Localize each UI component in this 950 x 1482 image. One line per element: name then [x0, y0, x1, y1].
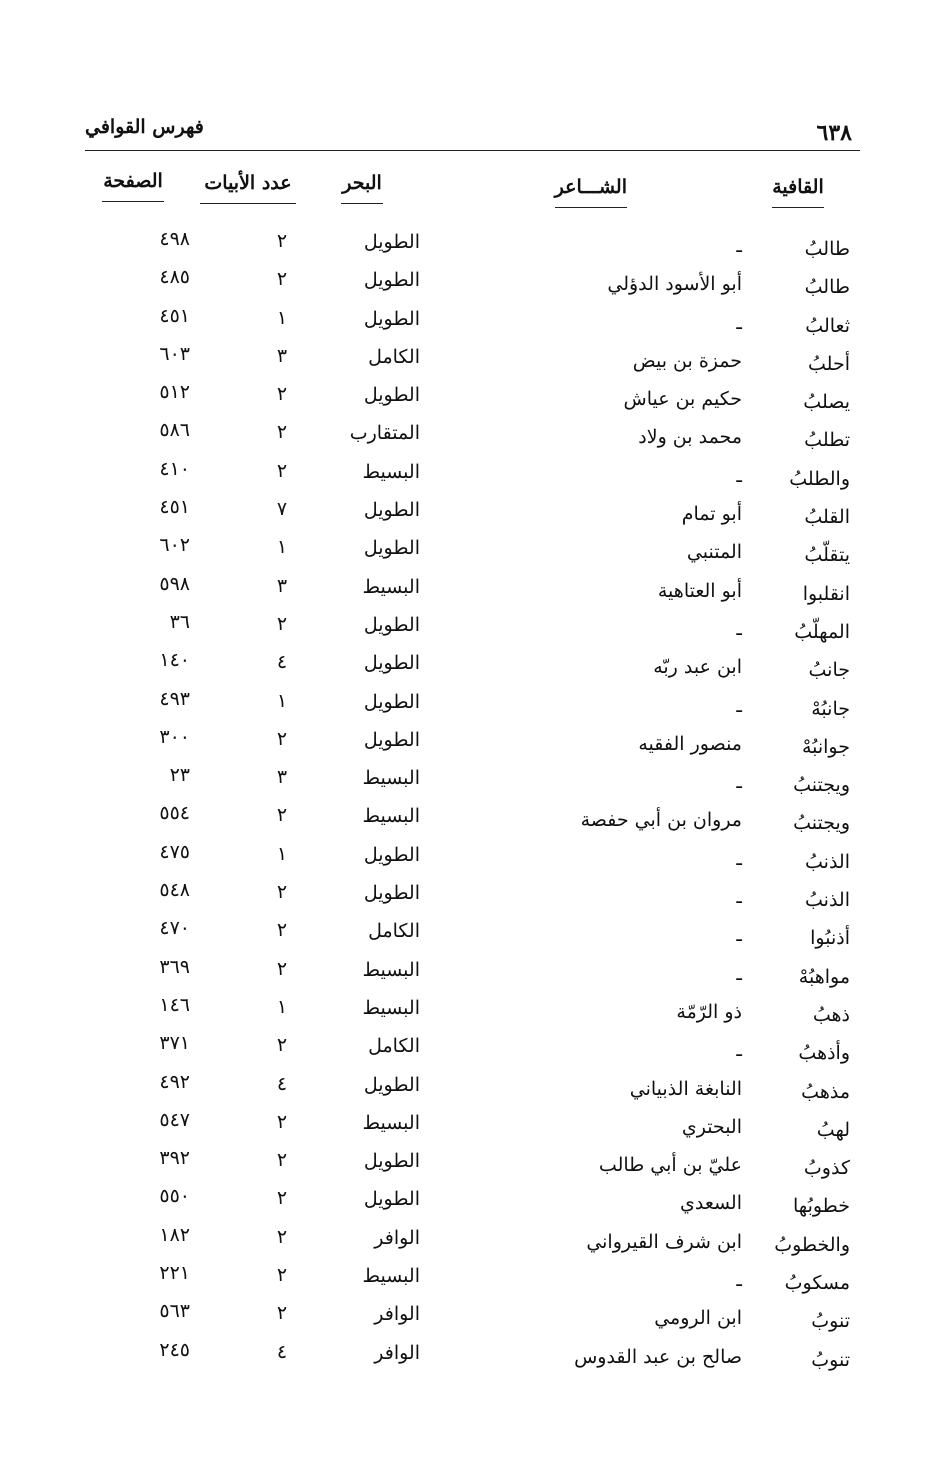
page-cell: ٤٩٣ — [159, 687, 190, 710]
page-cell: ٦٠٢ — [159, 534, 190, 557]
index-table — [0, 228, 950, 1377]
page-cell: ٦٠٣ — [159, 342, 190, 365]
table-row — [0, 956, 950, 994]
meter-cell: البسيط — [362, 805, 420, 828]
qafia-cell: مسكوبُ — [784, 1272, 850, 1295]
qafia-cell: خطوبُها — [793, 1195, 850, 1218]
qafia-cell: جوانبُهْ — [801, 735, 850, 758]
meter-cell: الطويل — [363, 690, 420, 713]
meter-cell: الكامل — [368, 345, 420, 368]
verse-count-cell: ٣ — [276, 344, 288, 367]
meter-cell: الطويل — [363, 1150, 420, 1173]
poet-cell: أبو الأسود الدؤلي — [607, 273, 742, 296]
verse-count-cell: ٢ — [276, 421, 288, 444]
table-row — [0, 879, 950, 917]
qafia-cell: لهبُ — [816, 1118, 850, 1141]
table-row — [0, 994, 950, 1032]
qafia-cell: أحلبُ — [808, 352, 850, 375]
meter-cell: الوافر — [374, 1226, 420, 1249]
poet-cell: ـ — [736, 886, 742, 909]
poet-cell: حكيم بن عياش — [623, 388, 742, 411]
qafia-cell: طالبُ — [804, 238, 850, 260]
verse-count-cell: ٢ — [276, 881, 288, 904]
table-row — [0, 726, 950, 764]
poet-cell: النابغة الذبياني — [629, 1077, 742, 1100]
meter-cell: الطويل — [363, 231, 420, 253]
page-cell: ٤٨٥ — [159, 266, 190, 289]
page-cell: ١٨٢ — [159, 1223, 190, 1246]
meter-cell: البسيط — [362, 1111, 420, 1134]
verse-count-cell: ٢ — [276, 1110, 288, 1133]
poet-cell: أبو تمام — [681, 503, 742, 526]
meter-cell: الطويل — [363, 384, 420, 407]
poet-cell: البحتري — [681, 1115, 742, 1138]
verse-count-cell: ٢ — [276, 727, 288, 750]
verse-count-cell: ٢ — [276, 1264, 288, 1287]
poet-cell: ابن الرومي — [654, 1307, 742, 1330]
verse-count-cell: ٣ — [276, 574, 288, 597]
meter-cell: الطويل — [363, 613, 420, 636]
verse-count-cell: ٧ — [276, 498, 288, 521]
table-row — [0, 802, 950, 840]
poet-cell: محمد بن ولاد — [638, 426, 742, 449]
verse-count-cell: ٢ — [276, 1302, 288, 1325]
poet-cell: ـ — [736, 311, 742, 334]
page-number: ٦٣٨ — [816, 120, 852, 146]
verse-count-cell: ٤ — [276, 651, 288, 674]
meter-cell: الطويل — [363, 1188, 420, 1211]
table-row — [0, 1300, 950, 1338]
column-headers — [0, 168, 950, 216]
table-row — [0, 1071, 950, 1109]
qafia-cell: ذهبُ — [812, 1003, 850, 1026]
page-cell: ٤٥١ — [159, 496, 190, 519]
meter-cell: المتقارب — [349, 422, 420, 445]
verse-count-cell: ١ — [276, 536, 288, 559]
page-cell: ٥٨٦ — [159, 419, 190, 442]
page-cell: ٥٦٣ — [159, 1300, 190, 1323]
table-row — [0, 343, 950, 381]
table-row — [0, 419, 950, 457]
page-cell: ٢٤٥ — [159, 1338, 190, 1361]
poet-cell: حمزة بن بيض — [632, 349, 742, 372]
qafia-cell: تنوبُ — [811, 1310, 850, 1333]
page-cell: ٢٣ — [169, 764, 190, 787]
page-cell: ٤٧٥ — [159, 840, 190, 863]
qafia-cell: وأذهبُ — [798, 1042, 850, 1065]
meter-cell: الطويل — [363, 537, 420, 560]
qafia-cell: تنوبُ — [811, 1348, 850, 1371]
poet-cell: ـ — [736, 694, 742, 717]
qafia-cell: ويجتنبُ — [793, 774, 850, 797]
verse-count-cell: ٣ — [276, 766, 288, 789]
column-header-page: الصفحة — [103, 170, 163, 192]
column-header-meter: البحر — [342, 172, 382, 194]
page-cell: ٤٥١ — [159, 304, 190, 327]
poet-cell: ابن عبد ربّه — [653, 656, 742, 679]
page-cell: ٥٥٤ — [159, 802, 190, 825]
page-cell: ٢٢١ — [159, 1262, 190, 1285]
page-cell: ٣٧١ — [159, 1032, 190, 1055]
verse-count-cell: ١ — [276, 306, 288, 329]
page-cell: ١٤٦ — [159, 993, 190, 1016]
verse-count-cell: ٢ — [276, 268, 288, 291]
table-row — [0, 611, 950, 649]
poet-cell: ذو الرّمّة — [676, 1000, 742, 1023]
page-cell: ٥١٢ — [159, 381, 190, 404]
poet-cell: ابن شرف القيرواني — [586, 1230, 742, 1253]
page-cell: ٣٩٢ — [159, 1147, 190, 1170]
table-row — [0, 1032, 950, 1070]
verse-count-cell: ٢ — [276, 383, 288, 406]
meter-cell: الطويل — [363, 652, 420, 675]
verse-count-cell: ١ — [276, 995, 288, 1018]
qafia-cell: المهلّبُ — [794, 620, 850, 643]
meter-cell: الطويل — [363, 1073, 420, 1096]
qafia-cell: ويجتنبُ — [793, 812, 850, 835]
page-cell: ٤٩٨ — [159, 228, 190, 250]
poet-cell: عليّ بن أبي طالب — [598, 1154, 742, 1177]
poet-cell: ـ — [736, 464, 742, 487]
table-row — [0, 917, 950, 955]
poet-cell: منصور الفقيه — [638, 732, 742, 755]
meter-cell: البسيط — [362, 958, 420, 981]
poet-cell: المتنبي — [686, 541, 742, 564]
table-row — [0, 841, 950, 879]
table-row — [0, 573, 950, 611]
poet-cell: ـ — [736, 962, 742, 985]
qafia-cell: كذوبُ — [803, 1157, 850, 1180]
page-cell: ٥٤٨ — [159, 879, 190, 902]
table-row — [0, 266, 950, 304]
poet-cell: ـ — [736, 847, 742, 870]
poet-cell: ـ — [736, 235, 742, 257]
page-title: فهرس القوافي — [85, 116, 204, 138]
poet-cell: ـ — [736, 924, 742, 947]
table-row — [0, 305, 950, 343]
meter-cell: الطويل — [363, 843, 420, 866]
qafia-cell: جانبُ — [808, 659, 850, 682]
poet-cell: ـ — [736, 617, 742, 640]
table-row — [0, 1262, 950, 1300]
qafia-cell: الذنبُ — [805, 850, 850, 873]
verse-count-cell: ٤ — [276, 1072, 288, 1095]
qafia-cell: مواهبُهْ — [798, 965, 850, 988]
table-row — [0, 688, 950, 726]
meter-cell: البسيط — [362, 767, 420, 790]
table-row — [0, 496, 950, 534]
meter-cell: البسيط — [362, 996, 420, 1019]
table-row — [0, 458, 950, 496]
column-header-poet: الشـــاعر — [554, 176, 627, 198]
meter-cell: الطويل — [363, 269, 420, 292]
poet-cell: صالح بن عبد القدوس — [574, 1345, 742, 1368]
poet-cell: مروان بن أبي حفصة — [580, 809, 742, 832]
page-cell: ٥٥٠ — [159, 1185, 190, 1208]
verse-count-cell: ٢ — [276, 1034, 288, 1057]
poet-cell: السعدي — [679, 1192, 742, 1215]
verse-count-cell: ٢ — [276, 957, 288, 980]
page-cell: ٤٧٠ — [159, 917, 190, 940]
table-row — [0, 534, 950, 572]
page-cell: ١٤٠ — [159, 649, 190, 672]
qafia-cell: ثعالبُ — [805, 314, 850, 337]
meter-cell: الطويل — [363, 882, 420, 905]
verse-count-cell: ٢ — [276, 804, 288, 827]
qafia-cell: القلبُ — [804, 506, 850, 529]
meter-cell: الطويل — [363, 307, 420, 330]
verse-count-cell: ٢ — [276, 230, 288, 252]
meter-cell: الطويل — [363, 499, 420, 522]
poet-cell: ـ — [736, 1039, 742, 1062]
column-header-qafia: القافية — [772, 176, 824, 198]
table-row — [0, 1109, 950, 1147]
meter-cell: الطويل — [363, 728, 420, 751]
poet-cell: أبو العتاهية — [657, 579, 742, 602]
table-row — [0, 1185, 950, 1223]
verse-count-cell: ٢ — [276, 919, 288, 942]
qafia-cell: انقلبوا — [802, 582, 850, 605]
verse-count-cell: ٢ — [276, 1149, 288, 1172]
verse-count-cell: ١ — [276, 842, 288, 865]
qafia-cell: جانبُهْ — [811, 697, 850, 720]
verse-count-cell: ٢ — [276, 459, 288, 482]
column-header-verse-count: عدد الأبيات — [200, 172, 296, 194]
table-row — [0, 1147, 950, 1185]
verse-count-cell: ١ — [276, 689, 288, 712]
page-header — [85, 114, 860, 151]
meter-cell: الوافر — [374, 1341, 420, 1364]
meter-cell: الوافر — [374, 1303, 420, 1326]
verse-count-cell: ٢ — [276, 1187, 288, 1210]
qafia-cell: تطلبُ — [804, 429, 850, 452]
table-row — [0, 1224, 950, 1262]
page-cell: ٥٤٧ — [159, 1108, 190, 1131]
verse-count-cell: ٢ — [276, 1225, 288, 1248]
verse-count-cell: ٢ — [276, 612, 288, 635]
page-cell: ٤٩٢ — [159, 1070, 190, 1093]
page-cell: ٣٦٩ — [159, 955, 190, 978]
meter-cell: البسيط — [362, 575, 420, 598]
meter-cell: الكامل — [368, 920, 420, 943]
meter-cell: البسيط — [362, 460, 420, 483]
qafia-cell: طالبُ — [804, 276, 850, 299]
poet-cell: ـ — [736, 1269, 742, 1292]
meter-cell: الكامل — [368, 1035, 420, 1058]
page-cell: ٣٦ — [169, 610, 190, 633]
table-row — [0, 649, 950, 687]
qafia-cell: مذهبُ — [801, 1080, 850, 1103]
poet-cell: ـ — [736, 771, 742, 794]
table-row — [0, 1339, 950, 1377]
qafia-cell: أذنبُوا — [810, 927, 850, 950]
page-cell: ٣٠٠ — [159, 725, 190, 748]
qafia-cell: الذنبُ — [805, 889, 850, 912]
qafia-cell: والخطوبُ — [774, 1233, 850, 1256]
table-row — [0, 228, 950, 266]
qafia-cell: يصلبُ — [803, 391, 850, 414]
page-cell: ٥٩٨ — [159, 572, 190, 595]
verse-count-cell: ٤ — [276, 1340, 288, 1363]
qafia-cell: والطلبُ — [789, 467, 850, 490]
table-row — [0, 764, 950, 802]
meter-cell: البسيط — [362, 1265, 420, 1288]
table-row — [0, 381, 950, 419]
page-cell: ٤١٠ — [159, 457, 190, 480]
qafia-cell: يتقلّبُ — [804, 544, 850, 567]
